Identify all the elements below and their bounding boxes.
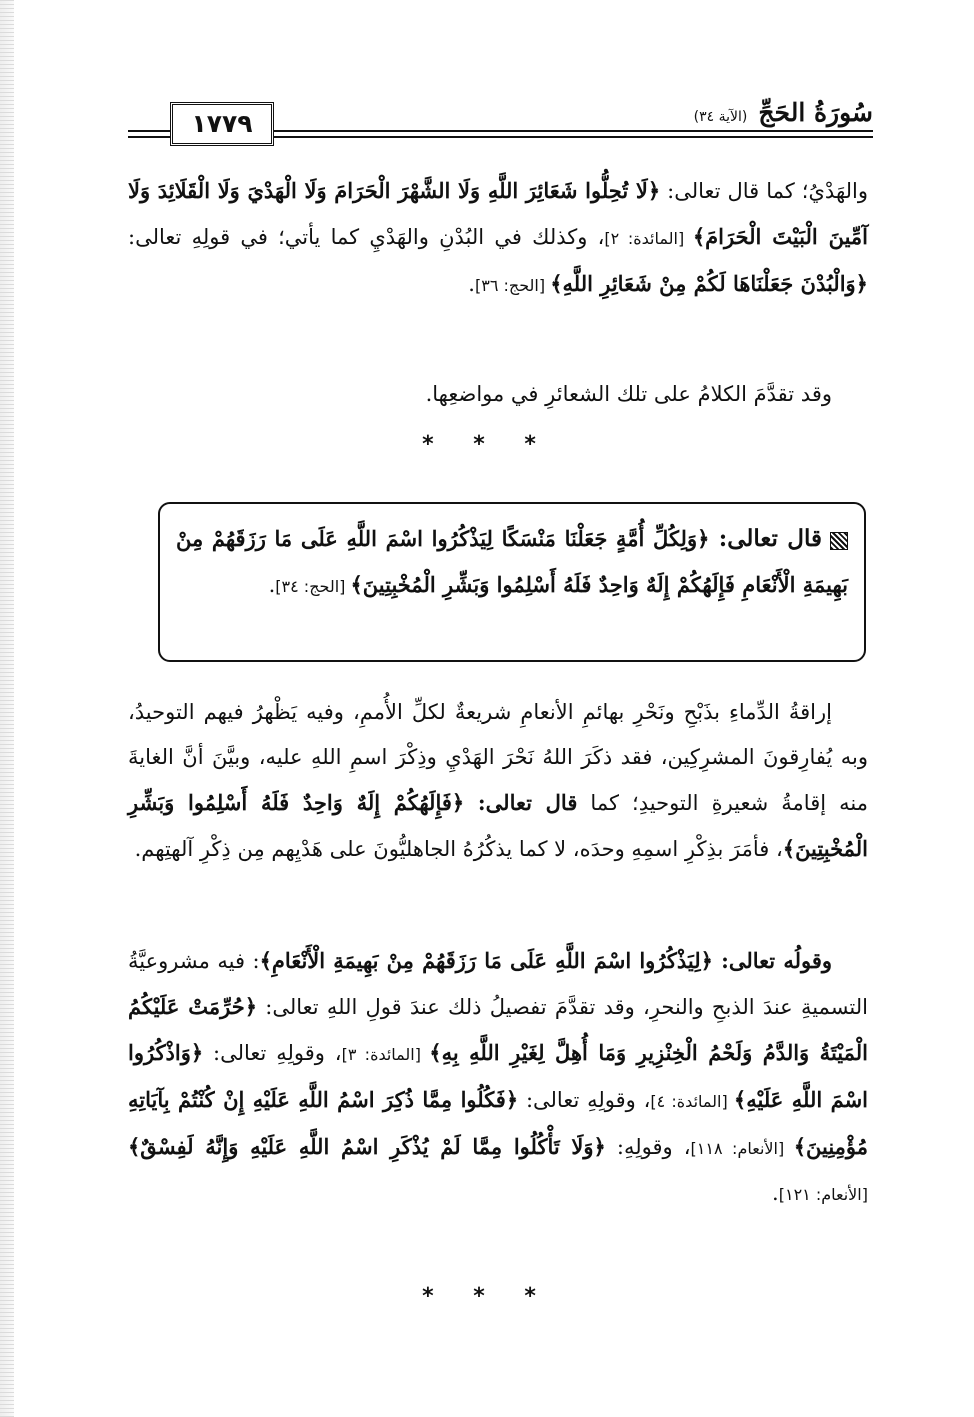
quran-quote: ﴿لِيَذْكُرُوا اسْمَ اللَّهِ عَلَى مَا رَزَقَهُمْ مِنْ بَهِيمَةِ الْأَنْعَامِ﴾ <box>259 948 713 973</box>
page-header <box>128 96 873 152</box>
text: . <box>268 573 276 597</box>
ayah-ref: (الآية ٣٤) <box>693 109 748 125</box>
bold-text: قال تعالى: <box>464 790 578 815</box>
citation: [الأنعام: ١١٨] <box>690 1139 794 1158</box>
quran-quote: ﴿وَاذْكُرُوا اسْمَ اللَّهِ عَلَيْهِ﴾ <box>128 1040 869 1112</box>
citation: [الحج: ٣٦] <box>474 276 551 295</box>
text: والهَدْيُ؛ كما قال تعالى: <box>660 179 868 203</box>
verse-citation: [الحج: ٣٤] <box>275 577 351 596</box>
text: . <box>772 1181 779 1205</box>
text: . <box>468 272 475 296</box>
section-separator: * * * <box>422 432 552 457</box>
citation: [الأنعام: ١٢١] <box>778 1185 868 1204</box>
section-separator: * * * <box>422 1284 552 1309</box>
text: ، فأمَرَ بذِكْرِ اسمِهِ وحدَه، لا كما يذكُرُهُ الجاهليُّونَ على هَدْيِهم مِن ذِكْرِ آلهتِهم. <box>134 837 783 861</box>
citation: [المائدة: ٣] <box>341 1045 430 1064</box>
text: : فيه مشروعيَّةُ التسميةِ عندَ الذبحِ والنحرِ، وقد تقدَّمَ تفصيلُ ذلك عندَ قولِ اللهِ تعالى: <box>128 949 868 1019</box>
bold-lead: وقولُه تعالى: <box>712 948 833 973</box>
page-number: ١٧٧٩ <box>170 102 274 146</box>
verse-lead: قال تعالى: <box>709 525 822 552</box>
text: ، وكذلك في البُدْنِ والهَدْيِ كما يأتي؛ في قولِهِ تعالى: <box>128 225 605 249</box>
paragraph-2 <box>128 372 868 417</box>
text: إراقةُ الدِّماءِ بذَبْحِ ونَحْرِ بهائمِ الأنعامِ شريعةٌ لكلِّ الأُممِ، وفيه يَظْهرُ فيهم التوحيدُ، وبه يُفارِقونَ المشرِكِين، فقد ذكَرَ اللهُ نَحْرَ الهَدْيِ وذِكْرَ اسمِ اللهِ عليه، وبيَّنَ أنَّ الغايةَ منه إقامةُ شعيرةِ التوحيدِ؛ كما <box>128 700 868 815</box>
quran-quote: ﴿لَا تُحِلُّوا شَعَائِرَ اللَّهِ وَلَا الشَّهْرَ الْحَرَامَ وَلَا الْهَدْيَ وَلَا الْقَلَائِدَ وَلَا آمِّينَ الْبَيْتَ الْحَرَامَ﴾ <box>128 178 869 249</box>
quran-quote: ﴿فَإِلَهُكُمْ إِلَهٌ وَاحِدٌ فَلَهُ أَسْلِمُوا وَبَشِّرِ الْمُخْبِتِينَ﴾ <box>128 790 868 861</box>
citation: [المائدة: ٢] <box>604 229 693 248</box>
scan-edge <box>0 0 14 1417</box>
verse-text: ﴿وَلِكُلِّ أُمَّةٍ جَعَلْنَا مَنْسَكًا لِيَذْكُرُوا اسْمَ اللَّهِ عَلَى مَا رَزَقَهُمْ مِنْ بَهِيمَةِ الْأَنْعَامِ فَإِلَهُكُمْ إِلَهٌ وَاحِدٌ فَلَهُ أَسْلِمُوا وَبَشِّرِ الْمُخْبِتِينَ﴾ <box>176 526 848 597</box>
text: ، وقولِهِ تعالى: <box>203 1041 342 1065</box>
paragraph-4 <box>128 938 868 1217</box>
paragraph-text: وقد تقدَّمَ الكلامُ على تلك الشعائرِ في مواضعِها. <box>425 382 832 406</box>
citation: [المائدة: ٤] <box>650 1092 734 1111</box>
verse-marker-icon <box>830 532 848 550</box>
paragraph-3 <box>128 690 868 872</box>
surah-name: سُورَةُ الحَجِّ <box>758 98 873 127</box>
quran-quote: ﴿فَكُلُوا مِمَّا ذُكِرَ اسْمُ اللَّهِ عَلَيْهِ إِنْ كُنْتُمْ بِآيَاتِهِ مُؤْمِنِينَ﴾ <box>128 1087 869 1159</box>
quran-quote: ﴿وَالْبُدْنَ جَعَلْنَاهَا لَكُمْ مِنْ شَعَائِرِ اللَّهِ﴾ <box>550 271 868 296</box>
quran-quote: ﴿وَلَا تَأْكُلُوا مِمَّا لَمْ يُذْكَرِ اسْمُ اللَّهِ عَلَيْهِ وَإِنَّهُ لَفِسْقٌ﴾ <box>128 1134 606 1159</box>
paragraph-1 <box>128 168 868 308</box>
quran-quote: ﴿حُرِّمَتْ عَلَيْكُمُ الْمَيْتَةُ وَالدَّمُ وَلَحْمُ الْخِنْزِيرِ وَمَا أُهِلَّ لِغَيْرِ اللَّهِ بِهِ﴾ <box>128 994 868 1065</box>
header-title <box>682 98 873 127</box>
text: ، وقولِهِ: <box>605 1135 691 1159</box>
verse-box <box>158 502 866 662</box>
text: ، وقولِهِ تعالى: <box>518 1088 651 1112</box>
